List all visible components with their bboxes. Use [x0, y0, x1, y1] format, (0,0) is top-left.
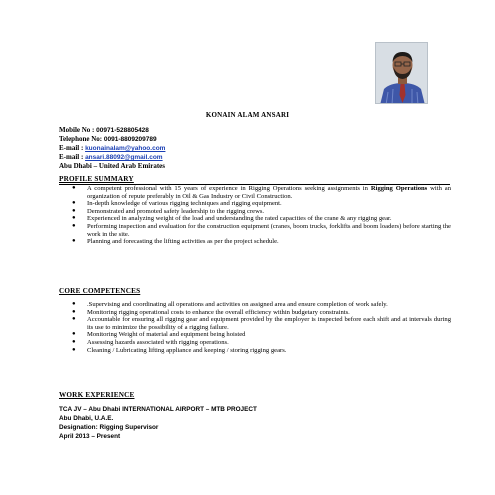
employer-project: TCA JV – Abu Dhabi INTERNATIONAL AIRPORT – MTB PROJECT — [59, 406, 257, 413]
bullet-icon: ● — [72, 346, 76, 353]
list-item: ● Monitoring Weight of material and equipment being hoisted — [72, 331, 246, 339]
work-location: Abu Dhabi, U.A.E. — [59, 415, 114, 422]
bullet-icon: ● — [72, 238, 76, 245]
location-text: Abu Dhabi – United Arab Emirates — [59, 162, 165, 170]
candidate-name: KONAIN ALAM ANSARI — [205, 111, 290, 119]
bullet-icon: ● — [72, 316, 76, 323]
bullet-icon: ● — [72, 222, 76, 229]
contact-label: E-mail : — [59, 153, 84, 161]
bullet-icon: ● — [72, 215, 76, 222]
bullet-icon: ● — [72, 200, 76, 207]
list-item: ● Experienced in analyzing weight of the load and understanding the rated capacities of the crane & any rigging gear. — [72, 215, 392, 223]
list-item: ● Monitoring rigging operational costs to enhance the overall efficiency within budgetary constraints. — [72, 308, 350, 316]
bullet-icon: ● — [72, 207, 76, 214]
contact-row-mobile — [59, 126, 165, 135]
bullet-icon: ● — [72, 301, 76, 307]
employment-period: April 2013 – Present — [59, 433, 121, 440]
contact-row-location — [59, 162, 165, 171]
work-experience-block — [59, 405, 257, 441]
core-competences-list — [59, 301, 451, 354]
contact-row-email-1 — [59, 144, 165, 153]
section-title-profile-summary: PROFILE SUMMARY — [59, 175, 134, 183]
contact-block — [59, 126, 165, 171]
designation: Designation: Rigging Supervisor — [59, 424, 159, 431]
list-item: ● Planning and forecasting the lifting activities as per the project schedule. — [72, 238, 279, 246]
contact-label: Telephone No: — [59, 135, 103, 143]
bullet-icon: ● — [72, 331, 76, 338]
profile-photo — [375, 42, 428, 104]
section-title-work-experience: WORK EXPERIENCE — [59, 391, 135, 399]
bullet-icon: ● — [72, 338, 76, 345]
list-item: ● A competent professional with 15 years of experience in Rigging Operations seeking assignments in Rigging Operations with an organization of repute preferably in Oil & Gas Industry or Civil Construction. — [72, 185, 452, 200]
contact-label: Mobile No : — [59, 126, 95, 134]
email-link[interactable]: ansari.88092@gmail.com — [85, 154, 163, 161]
list-item: ● Assessing hazards associated with rigging operations. — [72, 338, 229, 346]
bullet-icon: ● — [72, 185, 76, 191]
person-photo-icon — [376, 43, 428, 104]
contact-value: 00971-528805428 — [96, 127, 149, 134]
list-item: ● Cleaning / Lubricating lifting appliance and keeping / storing rigging gears. — [72, 346, 287, 354]
contact-label: E-mail : — [59, 144, 84, 152]
email-link[interactable]: kuonainalam@yahoo.com — [85, 145, 166, 152]
section-title-core-competences: CORE COMPETENCES — [59, 287, 141, 295]
list-item: ● In-depth knowledge of various rigging techniques and rigging equipment. — [72, 200, 282, 208]
bullet-icon: ● — [72, 308, 76, 315]
contact-row-telephone — [59, 135, 165, 144]
profile-summary-list — [59, 185, 451, 246]
list-item: ● .Supervising and coordinating all operations and activities on assigned area and ensure completion of work safely. — [72, 301, 388, 308]
list-item: ● Performing inspection and evaluation for the construction equipment (cranes, boom trucks, forklifts and boom loaders) before starting the work in the site. — [72, 222, 451, 238]
contact-value: 0091-8809209789 — [103, 136, 157, 143]
list-item: ● Demonstrated and promoted safety leadership to the rigging crews. — [72, 207, 265, 215]
list-item: ● Accountable for ensuring all rigging gear and equipment provided by the employer is inspected before each shift and at intervals during its use to minimize the possibility of a rigging failure. — [72, 316, 451, 331]
contact-row-email-2 — [59, 153, 165, 162]
